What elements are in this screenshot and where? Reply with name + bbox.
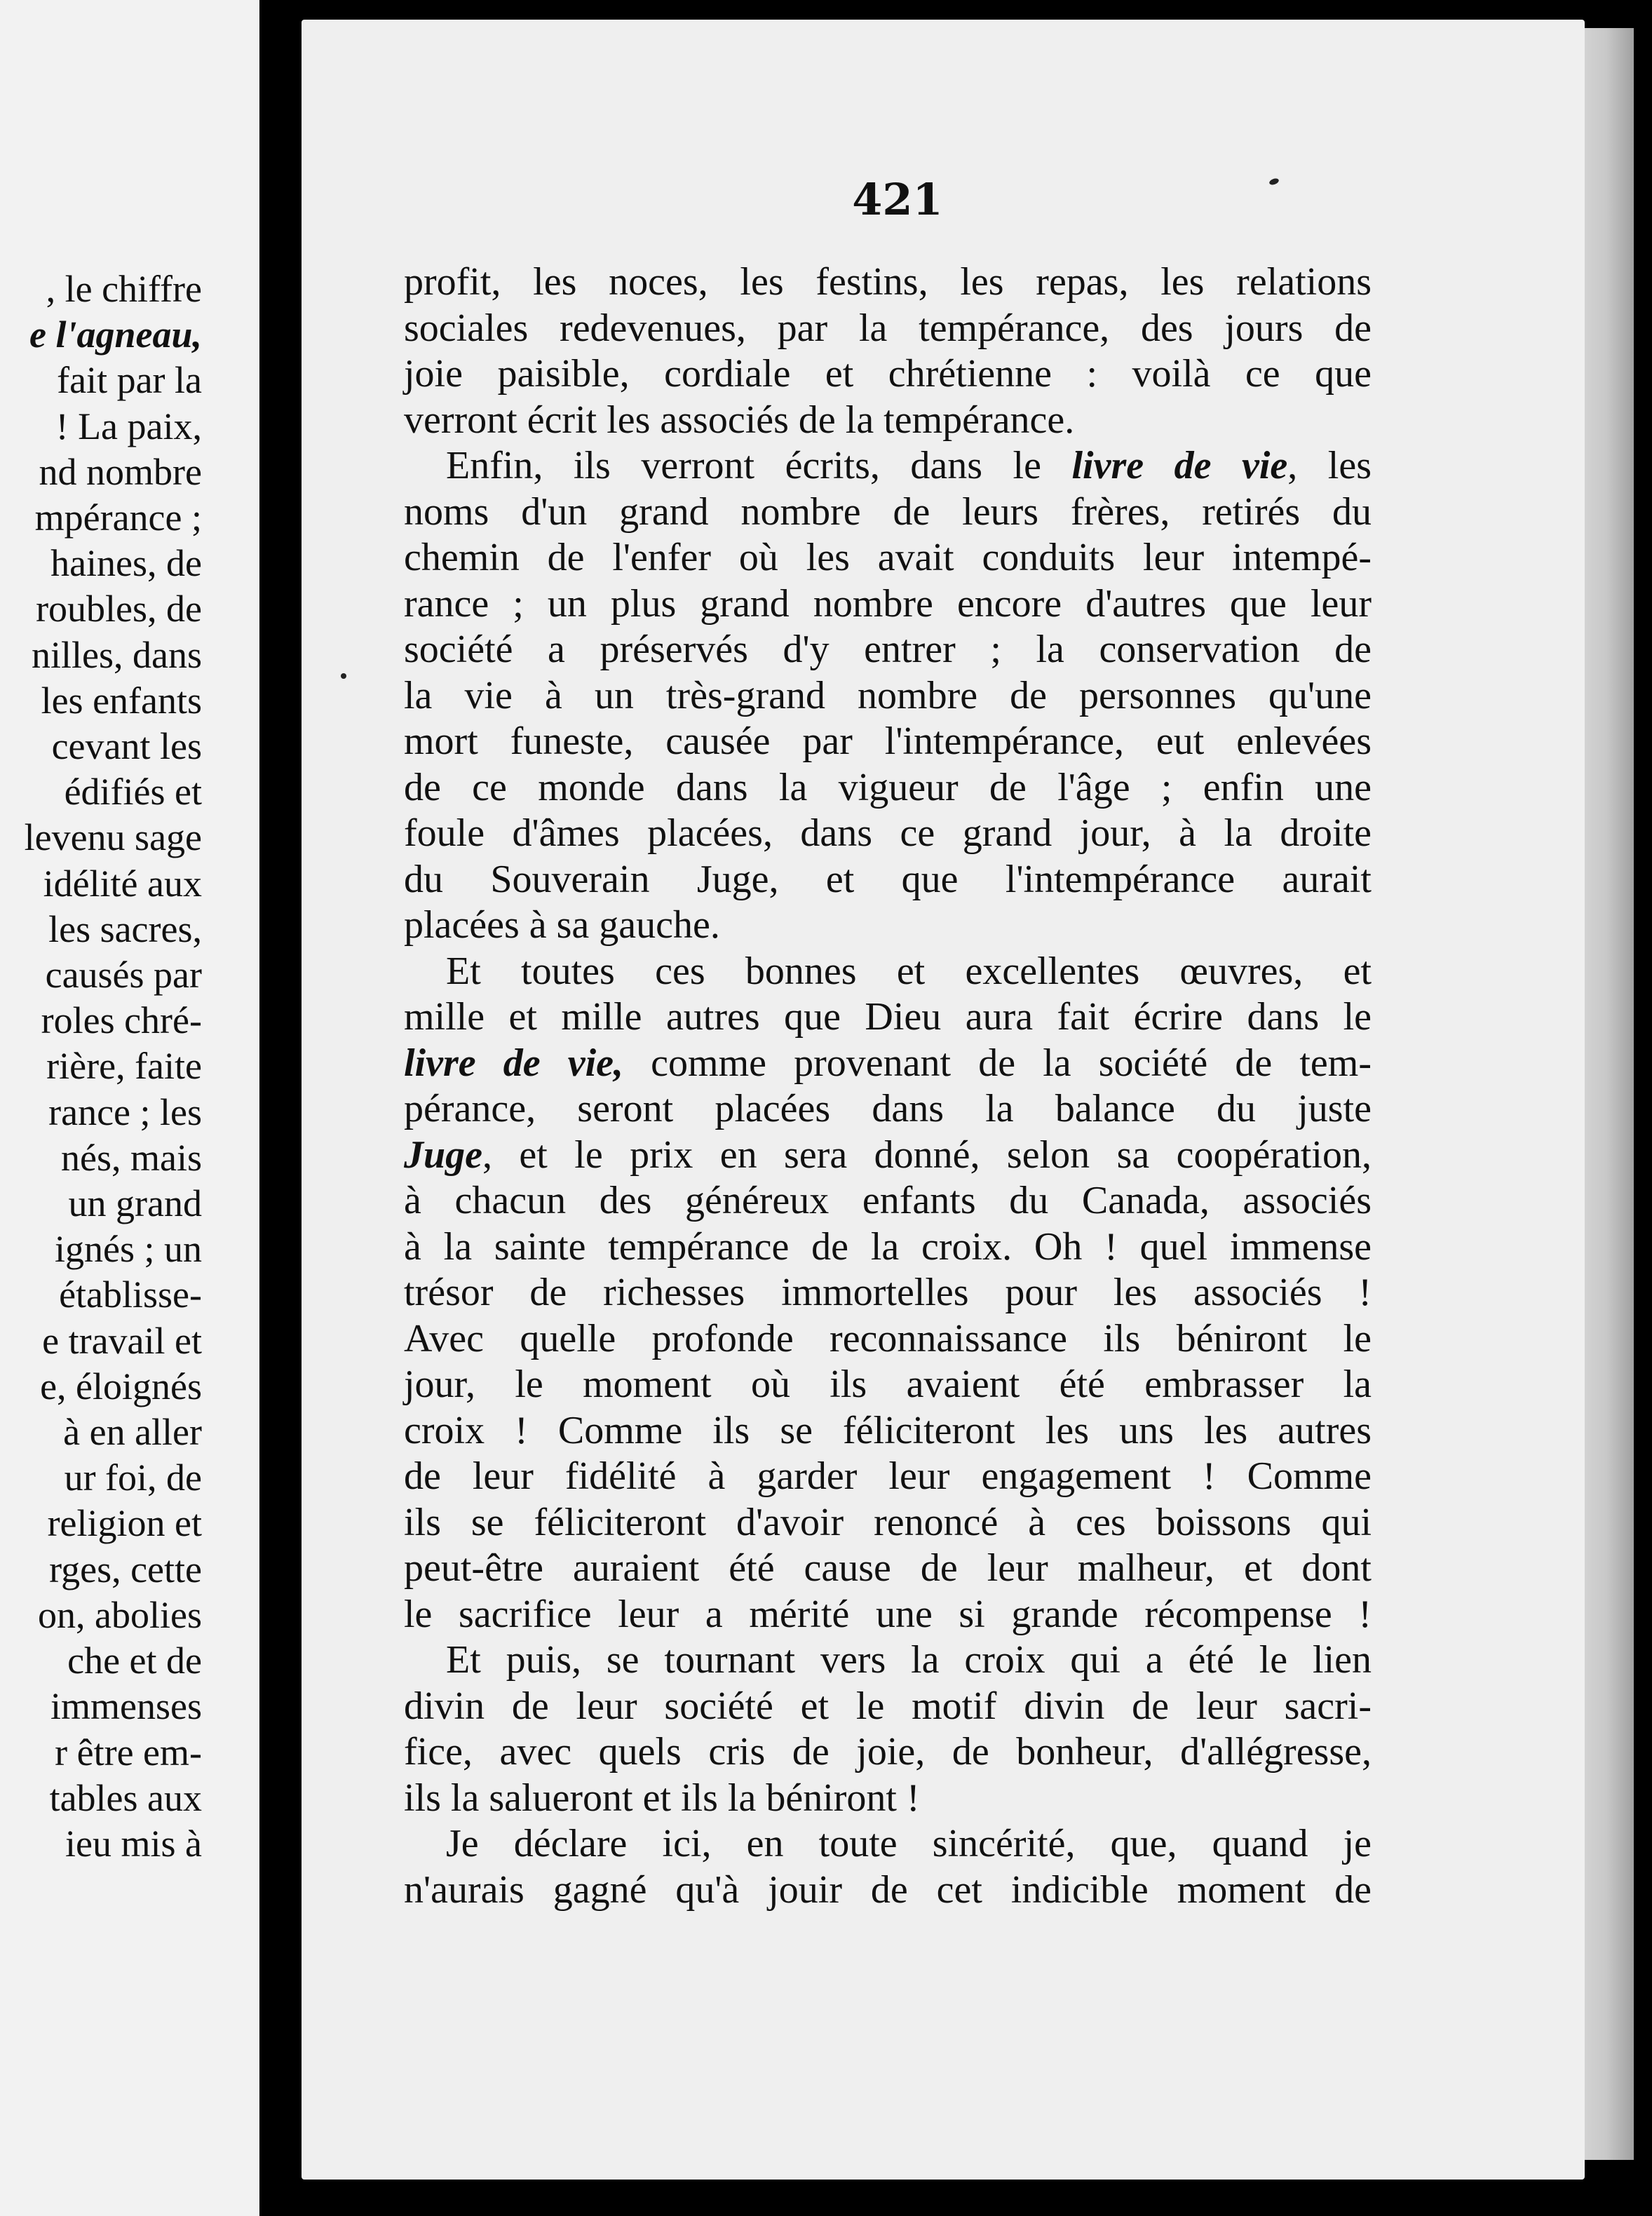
text-line: Avec quelle profonde reconnaissance ils béniront le xyxy=(404,1316,1372,1360)
text-line: le sacrifice leur a mérité une si grande récompense ! xyxy=(404,1592,1372,1636)
left-page-line: haines, de xyxy=(50,542,202,585)
left-page-line: cevant les xyxy=(51,725,202,768)
left-page-line: levenu sage xyxy=(24,816,202,859)
left-page-line: ! La paix, xyxy=(55,405,202,447)
italic-emphasis: livre de vie xyxy=(1071,444,1288,487)
left-page-line: fait par la xyxy=(57,359,202,402)
text-line: pérance, seront placées dans la balance du juste xyxy=(404,1087,1372,1130)
text-line: Et puis, se tournant vers la croix qui a été le lien xyxy=(446,1638,1372,1682)
text-line: chemin de l'enfer où les avait conduits leur intempé- xyxy=(404,536,1372,579)
left-page-line: roubles, de xyxy=(36,588,202,630)
left-page-line: , le chiffre xyxy=(46,268,202,310)
left-page-line: e, éloignés xyxy=(40,1365,202,1407)
left-page-line: ieu mis à xyxy=(65,1822,202,1865)
text-line: peut-être auraient été cause de leur malheur, et dont xyxy=(404,1546,1372,1590)
left-page-line: e l'agneau, xyxy=(29,313,202,356)
text-line: profit, les noces, les festins, les repas, les relations xyxy=(404,260,1372,304)
ink-speck xyxy=(341,673,346,679)
text-line: ils la salueront et ils la béniront ! xyxy=(404,1776,920,1820)
left-page-line: nd nombre xyxy=(39,450,202,493)
text-line: joie paisible, cordiale et chrétienne : voilà ce que xyxy=(404,352,1372,396)
text-line: noms d'un grand nombre de leurs frères, retirés du xyxy=(404,489,1372,534)
left-page-line: che et de xyxy=(67,1640,202,1682)
left-page-line: rance ; les xyxy=(48,1090,202,1133)
text-line: à chacun des généreux enfants du Canada, associés xyxy=(404,1179,1372,1222)
text-line: placées à sa gauche. xyxy=(404,903,720,947)
text-line: sociales redevenues, par la tempérance, des jours de xyxy=(404,306,1372,350)
left-page-line: mpérance ; xyxy=(34,496,202,539)
text-line: rance ; un plus grand nombre encore d'autres que leur xyxy=(404,581,1372,626)
left-page-line: les enfants xyxy=(41,679,202,722)
book-gutter xyxy=(259,0,302,2216)
text-line: ils se féliciteront d'avoir renoncé à ces boissons qui xyxy=(404,1500,1372,1544)
italic-emphasis: Juge xyxy=(404,1133,482,1177)
left-page-fragment xyxy=(0,0,259,2216)
text-line: foule d'âmes placées, dans ce grand jour, à la droite xyxy=(404,811,1372,855)
left-page-line: établisse- xyxy=(59,1273,202,1316)
text-line: livre de vie, comme provenant de la société de tem- xyxy=(404,1041,1372,1085)
text-line: Et toutes ces bonnes et excellentes œuvres, et xyxy=(446,949,1372,993)
left-page-line: on, abolies xyxy=(38,1593,202,1636)
left-page-line: nés, mais xyxy=(61,1136,202,1179)
text-line: verront écrit les associés de la tempérance. xyxy=(404,398,1075,442)
text-line: à la sainte tempérance de la croix. Oh ! quel immense xyxy=(404,1224,1372,1269)
left-page-line: rges, cette xyxy=(49,1548,202,1590)
left-page-line: ur foi, de xyxy=(64,1457,202,1499)
left-page-line: immenses xyxy=(50,1685,202,1728)
text-line: mille et mille autres que Dieu aura fait écrire dans le xyxy=(404,995,1372,1039)
text-line: la vie à un très-grand nombre de personnes qu'une xyxy=(404,673,1372,717)
left-page-line: ignés ; un xyxy=(55,1228,202,1271)
text-line: Enfin, ils verront écrits, dans le livre de vie, les xyxy=(446,444,1372,487)
text-line: du Souverain Juge, et que l'intempérance aurait xyxy=(404,857,1372,901)
left-page-line: un grand xyxy=(68,1182,202,1225)
text-line: de ce monde dans la vigueur de l'âge ; enfin une xyxy=(404,765,1372,809)
left-page-line: à en aller xyxy=(63,1411,202,1454)
text-line: trésor de richesses immortelles pour les associés ! xyxy=(404,1271,1372,1314)
left-page-line: rière, faite xyxy=(46,1045,202,1088)
text-line: mort funeste, causée par l'intempérance, eut enlevées xyxy=(404,719,1372,763)
left-page-line: édifiés et xyxy=(64,771,202,813)
italic-emphasis: livre de vie, xyxy=(404,1041,624,1085)
left-page-line: e travail et xyxy=(42,1319,202,1362)
left-page-line: les sacres, xyxy=(48,907,202,950)
left-page-line: religion et xyxy=(47,1502,202,1545)
text-line: croix ! Comme ils se féliciteront les uns les autres xyxy=(404,1408,1372,1452)
text-line: divin de leur société et le motif divin de leur sacri- xyxy=(404,1684,1372,1728)
left-page-line: nilles, dans xyxy=(32,633,202,676)
left-page-line: causés par xyxy=(45,954,202,996)
text-line: société a préservés d'y entrer ; la conservation de xyxy=(404,628,1372,671)
text-line: jour, le moment où ils avaient été embrasser la xyxy=(404,1363,1372,1406)
left-page-line: roles chré- xyxy=(41,999,202,1042)
left-page-line: idélité aux xyxy=(43,862,202,905)
text-line: fice, avec quels cris de joie, de bonheur, d'allégresse, xyxy=(404,1730,1372,1774)
text-line: n'aurais gagné qu'à jouir de cet indicible moment de xyxy=(404,1867,1372,1912)
left-page-line: r être em- xyxy=(55,1731,202,1774)
text-line: Je déclare ici, en toute sincérité, que, quand je xyxy=(446,1822,1372,1865)
left-page-line: tables aux xyxy=(49,1776,202,1819)
page-number: 421 xyxy=(852,174,943,225)
left-page-text xyxy=(0,266,202,1867)
main-body-text xyxy=(404,259,1372,1913)
text-line: de leur fidélité à garder leur engagement ! Comme xyxy=(404,1454,1372,1498)
text-line: Juge, et le prix en sera donné, selon sa coopération, xyxy=(404,1133,1372,1177)
